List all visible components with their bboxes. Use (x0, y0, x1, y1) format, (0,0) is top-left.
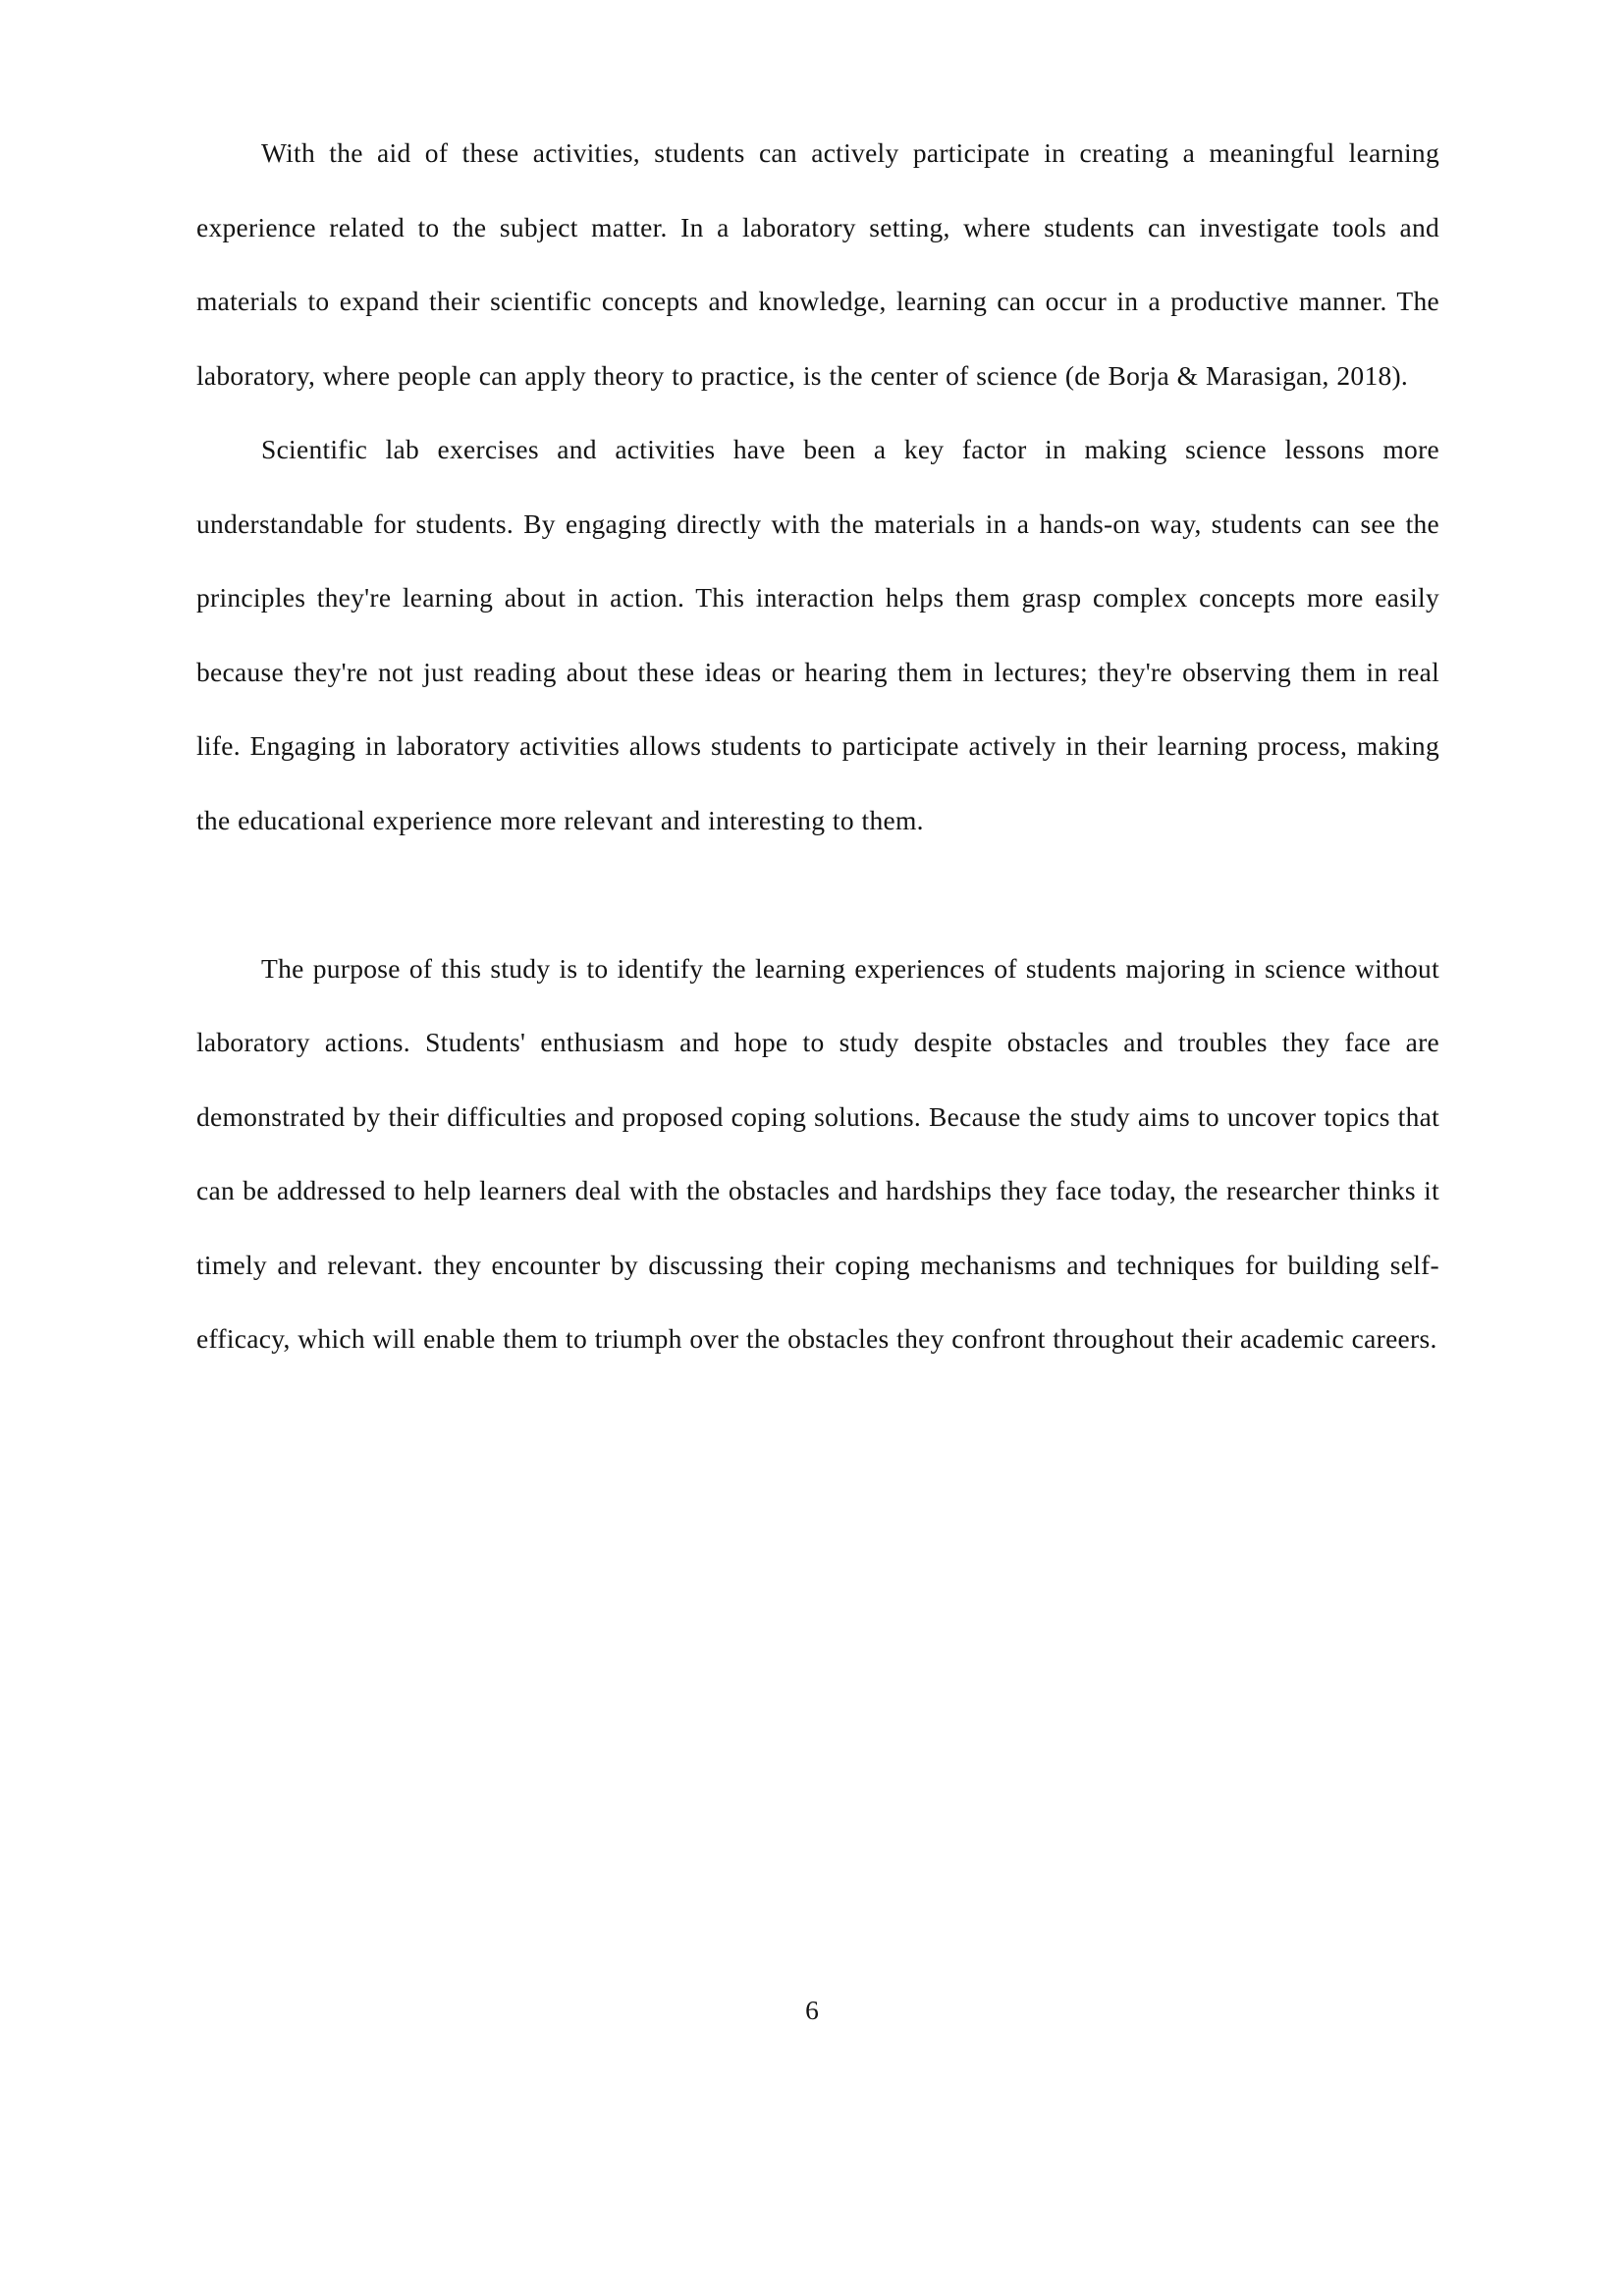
paragraph-3: The purpose of this study is to identify the learning experiences of students majoring in science without laboratory actions. Students' enthusiasm and hope to study despite obstacles and troubles they face are demonstrated by their difficulties and proposed coping solutions. Because the study aims to uncover topics that can be addressed to help learners deal with the obstacles and hardships they face today, the researcher thinks it timely and relevant. they encounter by discussing their coping mechanisms and techniques for building self-efficacy, which will enable them to triumph over the obstacles they confront throughout their academic careers. (196, 952, 1439, 1354)
paragraph-spacer (196, 857, 1439, 932)
body-text-column (196, 116, 1439, 1376)
paragraph-2: Scientific lab exercises and activities have been a key factor in making science lessons more understandable for students. By engaging directly with the materials in a hands-on way, students can see the principles they're learning about in action. This interaction helps them grasp complex concepts more easily because they're not just reading about these ideas or hearing them in lectures; they're observing them in real life. Engaging in laboratory activities allows students to participate actively in their learning process, making the educational experience more relevant and interesting to them. (196, 434, 1439, 835)
paragraph-1: With the aid of these activities, students can actively participate in creating a meaningful learning experience related to the subject matter. In a laboratory setting, where students can investigate tools and materials to expand their scientific concepts and knowledge, learning can occur in a productive manner. The laboratory, where people can apply theory to practice, is the center of science (de Borja & Marasigan, 2018). (196, 137, 1439, 391)
page-number: 6 (805, 1995, 819, 2025)
